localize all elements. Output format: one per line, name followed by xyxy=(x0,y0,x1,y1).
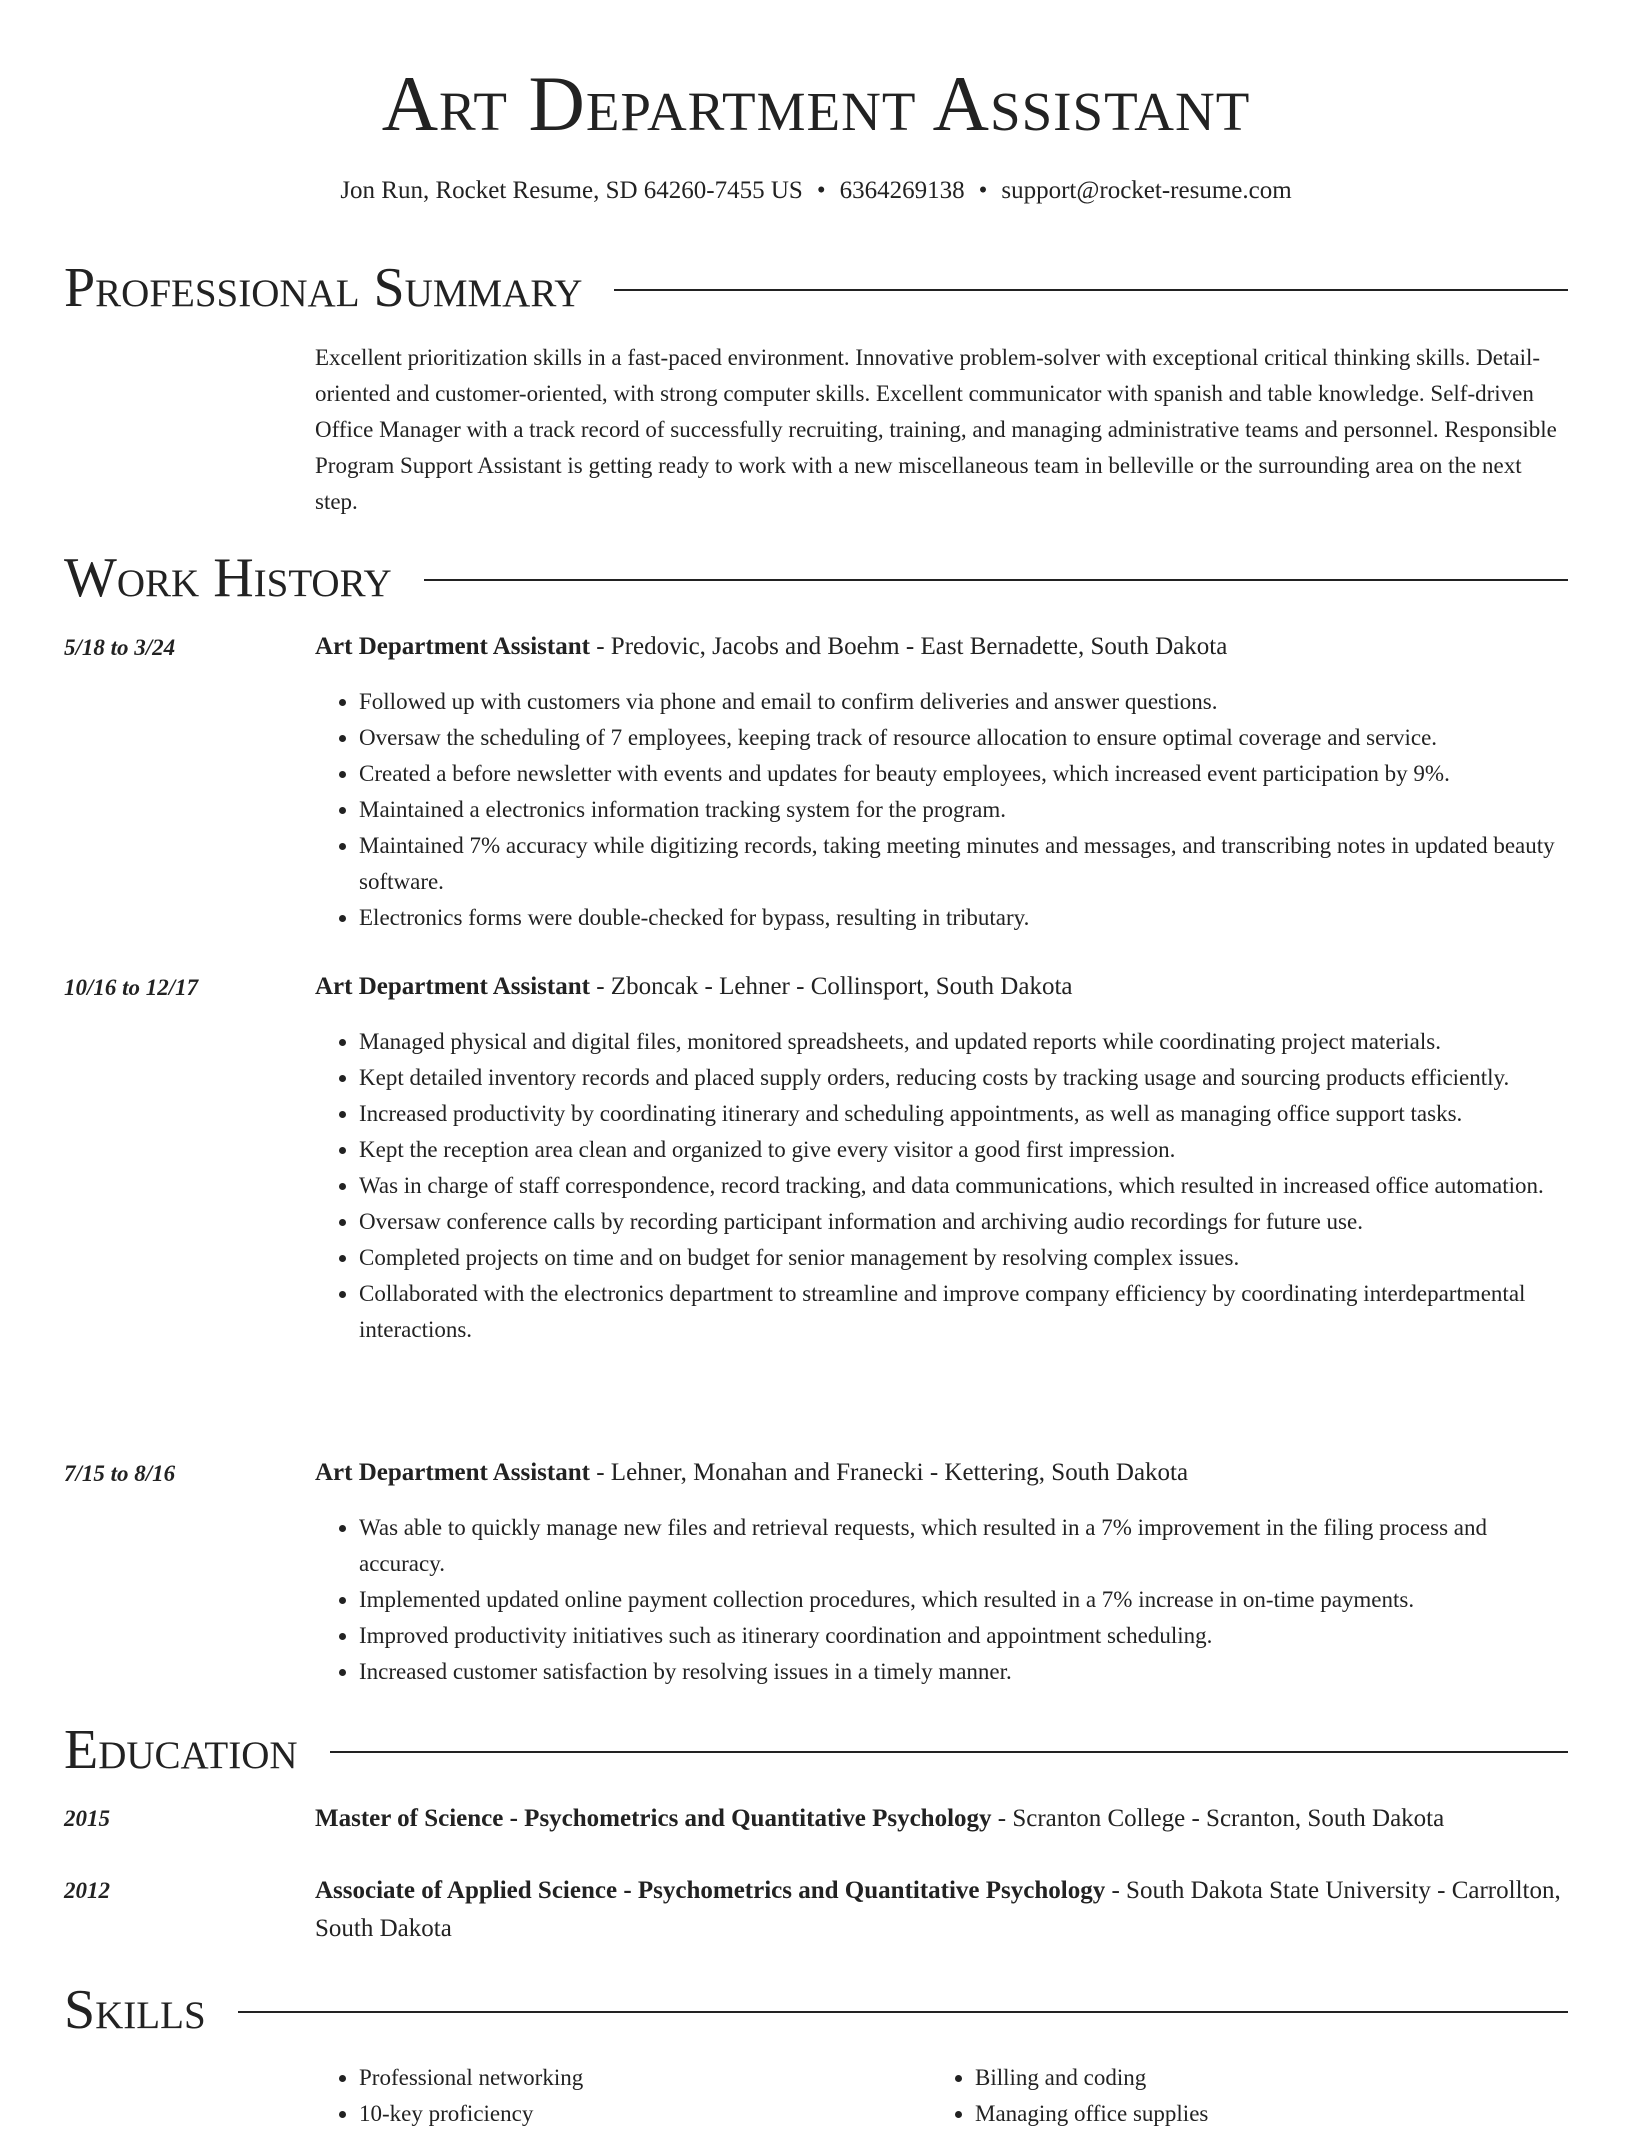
job-bullets xyxy=(315,1510,1568,1690)
list-item: • Maintained 7% accuracy while digitizing records, taking meeting minutes and messages, and transcribing notes in updated beauty software. xyxy=(359,828,1568,900)
list-item: • Increased customer satisfaction by resolving issues in a timely manner. xyxy=(359,1654,1568,1690)
contact-phone: 6364269138 xyxy=(839,177,965,204)
list-item: • Electronics forms were double-checked for bypass, resulting in tributary. xyxy=(359,900,1568,936)
list-item: • Billing and coding xyxy=(975,2060,1491,2096)
list-item: • Maintained a electronics information tracking system for the program. xyxy=(359,792,1568,828)
section-title-summary: Professional Summary xyxy=(64,257,583,319)
job-heading xyxy=(315,629,1568,665)
education-section-header xyxy=(64,1718,1568,1782)
list-item: • Implemented updated online payment collection procedures, which resulted in a 7% increase in on-time payments. xyxy=(359,1582,1568,1618)
list-item: • Professional networking xyxy=(359,2060,875,2096)
list-item: • Was able to quickly manage new files and retrieval requests, which resulted in a 7% improvement in the filing process and accuracy. xyxy=(359,1510,1568,1582)
job-dates: 5/18 to 3/24 xyxy=(64,635,176,660)
job-details: - Predovic, Jacobs and Boehm - East Bernadette, South Dakota xyxy=(589,633,1228,660)
work-section-header xyxy=(64,546,1568,610)
education-year: 2015 xyxy=(64,1806,110,1831)
list-item: • Managed physical and digital files, monitored spreadsheets, and updated reports while coordinating project materials. xyxy=(359,1024,1568,1060)
contact-separator: • xyxy=(816,177,826,204)
section-divider xyxy=(330,1751,1568,1753)
list-item: • Was in charge of staff correspondence, record tracking, and data communications, which resulted in increased office automation. xyxy=(359,1168,1568,1204)
job-heading xyxy=(315,1455,1568,1491)
section-title-education: Education xyxy=(64,1719,298,1781)
skills-list-right xyxy=(931,2060,1491,2132)
job-details: - Lehner, Monahan and Franecki - Kettering, South Dakota xyxy=(589,1459,1189,1486)
contact-separator: • xyxy=(978,177,988,204)
job-heading xyxy=(315,969,1568,1005)
education-degree: Master of Science - Psychometrics and Quantitative Psychology xyxy=(315,1805,992,1832)
section-title-work: Work History xyxy=(64,547,392,609)
job-bullets xyxy=(315,684,1568,936)
contact-email: support@rocket-resume.com xyxy=(1001,177,1292,204)
list-item: • 10-key proficiency xyxy=(359,2096,875,2132)
skills-list-left xyxy=(315,2060,875,2132)
summary-text: Excellent prioritization skills in a fast-paced environment. Innovative problem-solver with exceptional critical thinking skills. Detail-oriented and customer-oriented, with strong computer skills. Excellent communicator with spanish and table knowledge. Self-driven Office Manager with a track record of successfully recruiting, training, and managing administrative teams and personnel. Responsible Program Support Assistant is getting ready to work with a new miscellaneous team in belleville or the surrounding area on the next step. xyxy=(315,345,1557,514)
summary-section-header xyxy=(64,256,1568,320)
job-title: Art Department Assistant xyxy=(315,633,590,660)
education-entry xyxy=(315,1800,1568,1838)
list-item: • Oversaw conference calls by recording participant information and archiving audio recordings for future use. xyxy=(359,1204,1568,1240)
list-item: • Improved productivity initiatives such as itinerary coordination and appointment scheduling. xyxy=(359,1618,1568,1654)
job-bullets xyxy=(315,1024,1568,1348)
skills-section-header xyxy=(64,1978,1568,2042)
list-item: • Increased productivity by coordinating itinerary and scheduling appointments, as well as managing office support tasks. xyxy=(359,1096,1568,1132)
job-details: - Zboncak - Lehner - Collinsport, South Dakota xyxy=(589,973,1073,1000)
contact-line xyxy=(0,173,1632,209)
contact-address: Jon Run, Rocket Resume, SD 64260-7455 US xyxy=(340,177,803,204)
job-title: Art Department Assistant xyxy=(315,1459,590,1486)
resume-name: Art Department Assistant xyxy=(381,60,1251,147)
list-item: • Followed up with customers via phone and email to confirm deliveries and answer questions. xyxy=(359,684,1568,720)
list-item: • Kept the reception area clean and organized to give every visitor a good first impression. xyxy=(359,1132,1568,1168)
job-dates: 7/15 to 8/16 xyxy=(64,1461,176,1486)
section-divider xyxy=(614,289,1568,291)
list-item: • Managing office supplies xyxy=(975,2096,1491,2132)
job-dates: 10/16 to 12/17 xyxy=(64,975,199,1000)
list-item: • Collaborated with the electronics department to streamline and improve company efficiency by coordinating interdepartmental interactions. xyxy=(359,1276,1568,1348)
education-year: 2012 xyxy=(64,1878,110,1903)
section-divider xyxy=(424,579,1568,581)
education-details: - Scranton College - Scranton, South Dakota xyxy=(991,1805,1445,1832)
education-entry xyxy=(315,1872,1568,1948)
education-details: - South Dakota State University - Carrollton, South Dakota xyxy=(315,1877,1561,1942)
list-item: • Kept detailed inventory records and placed supply orders, reducing costs by tracking usage and sourcing products efficiently. xyxy=(359,1060,1568,1096)
list-item: • Completed projects on time and on budget for senior management by resolving complex issues. xyxy=(359,1240,1568,1276)
list-item: • Oversaw the scheduling of 7 employees, keeping track of resource allocation to ensure optimal coverage and service. xyxy=(359,720,1568,756)
section-title-skills: Skills xyxy=(64,1979,206,2041)
section-divider xyxy=(238,2011,1568,2013)
job-title: Art Department Assistant xyxy=(315,973,590,1000)
list-item: • Created a before newsletter with events and updates for beauty employees, which increased event participation by 9%. xyxy=(359,756,1568,792)
education-degree: Associate of Applied Science - Psychometrics and Quantitative Psychology xyxy=(315,1877,1106,1904)
